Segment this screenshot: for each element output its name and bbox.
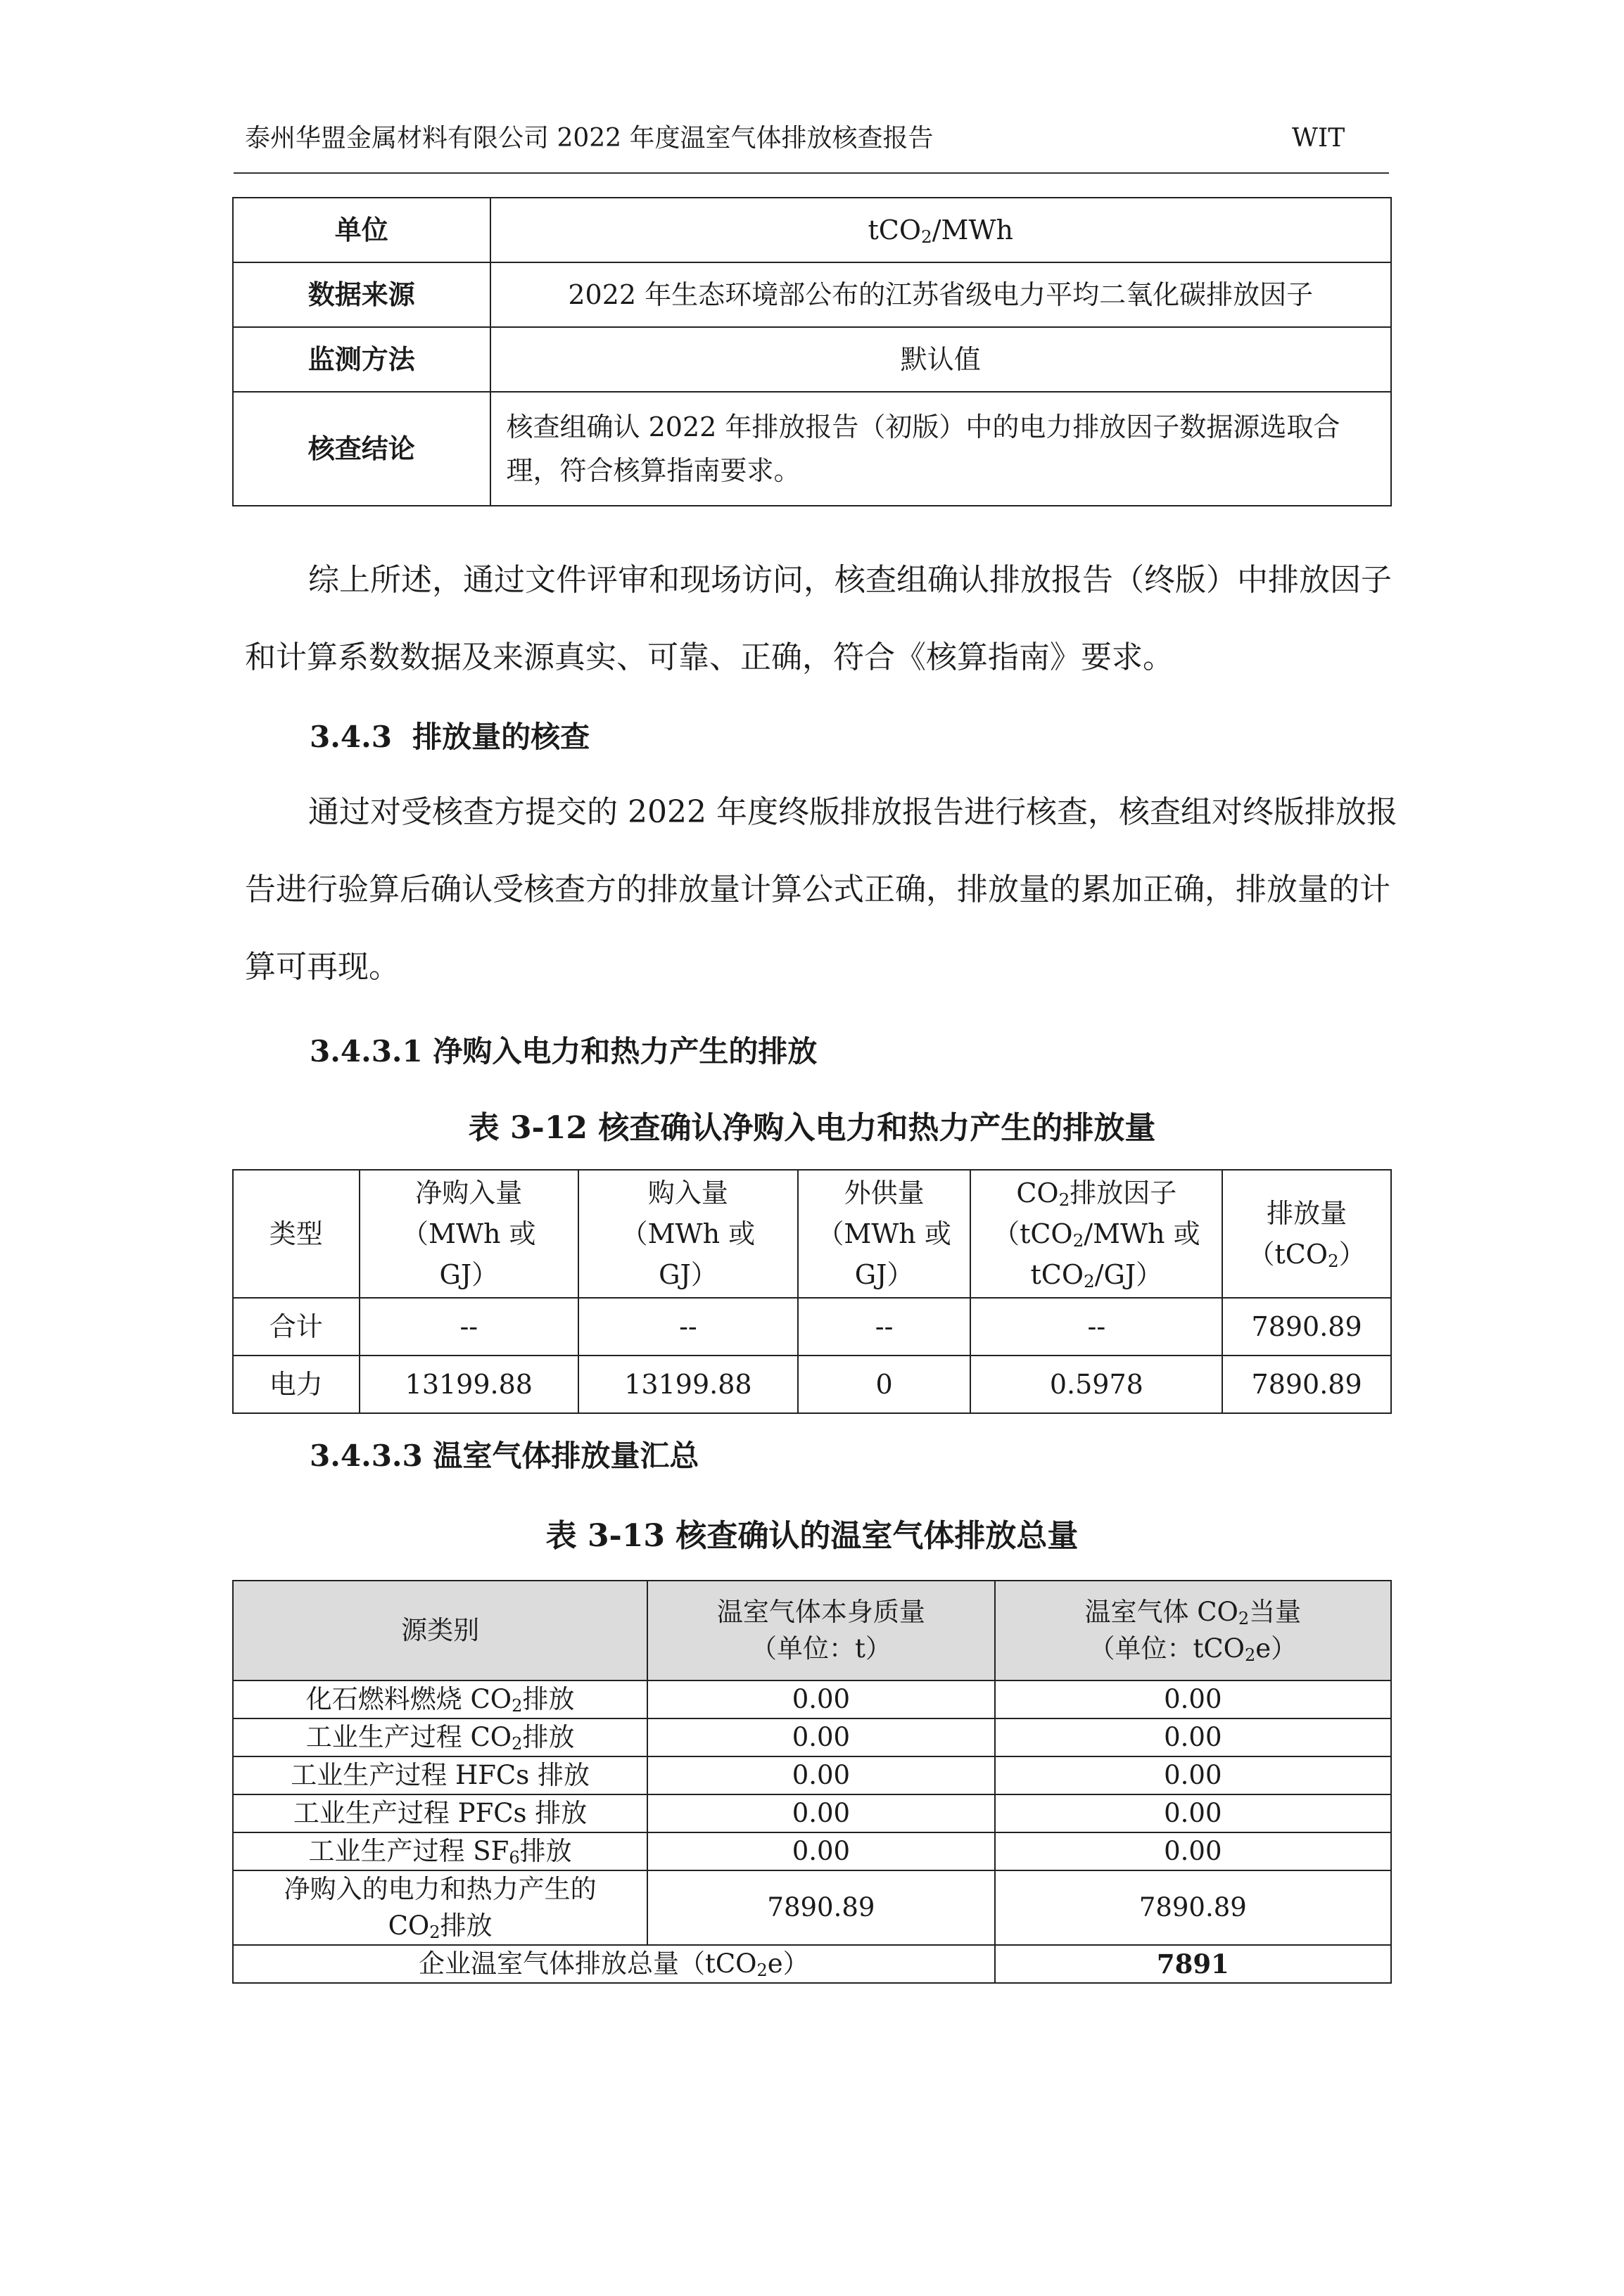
factor-value-unit: tCO$_2$/MWh [490, 198, 1391, 262]
header-title: 泰州华盟金属材料有限公司 2022 年度温室气体排放核查报告 [245, 124, 934, 153]
table-3-12-caption: 表 3-12 核查确认净购入电力和热力产生的排放量 [468, 1110, 1156, 1146]
header-purchased: 购入量（MWh 或 GJ） [578, 1170, 798, 1298]
table-3-12 [232, 1169, 1392, 1414]
cell-co2e: 0.00 [995, 1680, 1391, 1718]
cell-mass: 0.00 [647, 1680, 994, 1718]
table-row [233, 1680, 1391, 1718]
cell-co2e: 0.00 [995, 1794, 1391, 1832]
header-supplied: 外供量（MWh 或 GJ） [798, 1170, 971, 1298]
table-header-row [233, 1170, 1391, 1298]
cell-supplied: 0 [798, 1356, 971, 1413]
factor-label-conclusion: 核查结论 [233, 392, 490, 506]
table-row [233, 327, 1391, 392]
cell-mass: 0.00 [647, 1794, 994, 1832]
factor-value-conclusion: 核查组确认 2022 年排放报告（初版）中的电力排放因子数据源选取合理，符合核算指南要求。 [490, 392, 1391, 506]
table-row [233, 198, 1391, 262]
cell-factor: 0.5978 [970, 1356, 1222, 1413]
table-row [233, 1756, 1391, 1794]
table-row [233, 1870, 1391, 1945]
header-co2e: 温室气体 $CO_2$当量 （单位：tCO$_2$e） [995, 1581, 1391, 1680]
table-3-13 [232, 1580, 1392, 1984]
cell-net: -- [360, 1298, 579, 1356]
cell-co2e: 0.00 [995, 1832, 1391, 1870]
cell-type: 合计 [233, 1298, 360, 1356]
cell-purchased: 13199.88 [578, 1356, 798, 1413]
cell-co2e: 0.00 [995, 1718, 1391, 1756]
section-3-4-3-paragraph: 通过对受核查方提交的 2022 年度终版排放报告进行核查，核查组对终版排放报告进行验算后确认受核查方的排放量计算公式正确，排放量的累加正确，排放量的计算可再现。 [245, 794, 1397, 985]
table-header-row [233, 1581, 1391, 1680]
section-heading-3-4-3-1: 3.4.3.1 净购入电力和热力产生的排放 [310, 1034, 818, 1069]
cell-mass: 0.00 [647, 1832, 994, 1870]
table-row [233, 1794, 1391, 1832]
header-type: 类型 [233, 1170, 360, 1298]
table-row [233, 392, 1391, 506]
factor-value-source: 2022 年生态环境部公布的江苏省级电力平均二氧化碳排放因子 [490, 262, 1391, 327]
cell-mass: 0.00 [647, 1718, 994, 1756]
factor-label-method: 监测方法 [233, 327, 490, 392]
cell-factor: -- [970, 1298, 1222, 1356]
cell-net: 13199.88 [360, 1356, 579, 1413]
cell-source: 工业生产过程 HFCs 排放 [233, 1756, 647, 1794]
table-row [233, 1298, 1391, 1356]
cell-mass: 0.00 [647, 1756, 994, 1794]
cell-mass: 7890.89 [647, 1870, 994, 1945]
section-heading-3-4-3-3: 3.4.3.3 温室气体排放量汇总 [310, 1439, 699, 1473]
header-source: 源类别 [233, 1581, 647, 1680]
table-row [233, 1356, 1391, 1413]
header-net: 净购入量（MWh 或 GJ） [360, 1170, 579, 1298]
cell-co2e: 0.00 [995, 1756, 1391, 1794]
header-divider [234, 172, 1389, 174]
table-total-row [233, 1945, 1391, 1983]
table-row [233, 1832, 1391, 1870]
section-heading-3-4-3: 3.4.3 排放量的核查 [310, 720, 590, 754]
summary-paragraph: 综上所述，通过文件评审和现场访问，核查组确认排放报告（终版）中排放因子和计算系数数据及来源真实、可靠、正确，符合《核算指南》要求。 [245, 562, 1392, 675]
header-org: WIT [1292, 124, 1345, 153]
factor-table [232, 197, 1392, 506]
factor-value-method: 默认值 [490, 327, 1391, 392]
cell-source: 净购入的电力和热力产生的 $CO_2$排放 [233, 1870, 647, 1945]
cell-source: 工业生产过程 PFCs 排放 [233, 1794, 647, 1832]
cell-co2e: 7890.89 [995, 1870, 1391, 1945]
header-factor: $CO_2$排放因子（tCO$_2$/MWh 或 tCO$_2$/GJ） [970, 1170, 1222, 1298]
total-value: 7891 [995, 1945, 1391, 1983]
cell-purchased: -- [578, 1298, 798, 1356]
factor-label-unit: 单位 [233, 198, 490, 262]
cell-emission: 7890.89 [1222, 1356, 1391, 1413]
total-label: 企业温室气体排放总量（tCO$_2$e） [233, 1945, 995, 1983]
header-mass: 温室气体本身质量 （单位：t） [647, 1581, 994, 1680]
cell-emission: 7890.89 [1222, 1298, 1391, 1356]
table-row [233, 1718, 1391, 1756]
cell-source: 工业生产过程 $CO_2$排放 [233, 1718, 647, 1756]
header-emission: 排放量 （tCO$_2$） [1222, 1170, 1391, 1298]
factor-label-source: 数据来源 [233, 262, 490, 327]
cell-type: 电力 [233, 1356, 360, 1413]
cell-supplied: -- [798, 1298, 971, 1356]
table-3-13-caption: 表 3-13 核查确认的温室气体排放总量 [545, 1518, 1079, 1554]
cell-source: 工业生产过程 $SF_6$排放 [233, 1832, 647, 1870]
table-row [233, 262, 1391, 327]
cell-source: 化石燃料燃烧 $CO_2$排放 [233, 1680, 647, 1718]
